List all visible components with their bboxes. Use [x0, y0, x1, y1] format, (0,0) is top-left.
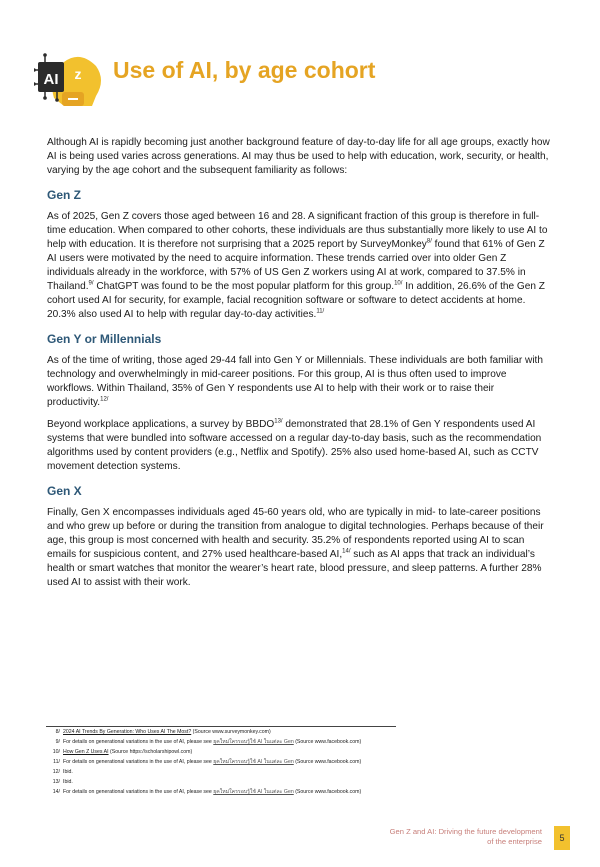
footnote-ref[interactable]: 14/	[342, 548, 351, 555]
footnote-8: 8/ 2024 AI Trends By Generation: Who Uses AI The Most? (Source www.surveymonkey.com)	[55, 729, 271, 735]
ai-z-logo-icon	[34, 52, 106, 114]
footnote-14: 14/ For details on generational variations in the use of AI, please see ยุคใหม่ใครรอบรู้ใช้ AI ในแต่ละ Gen (Source www.facebook.com)	[52, 789, 362, 795]
footnote-link[interactable]: ยุคใหม่ใครรอบรู้ใช้ AI ในแต่ละ Gen	[213, 789, 294, 795]
main-content	[47, 136, 553, 598]
footnote-10: 10/ How Gen Z Uses AI (Source https://scholarshipowl.com)	[52, 749, 193, 755]
footnote-link[interactable]: ยุคใหม่ใครรอบรู้ใช้ AI ในแต่ละ Gen	[213, 759, 294, 765]
footnote-13: 13/ Ibid.	[52, 779, 73, 785]
page-title: Use of AI, by age cohort	[113, 57, 376, 83]
footnote-ref[interactable]: 13/	[274, 418, 283, 425]
gen-y-paragraph-2: Beyond workplace applications, a survey by $BBDO^{13/}$ demonstrated that 28.1% of Gen Y respondents used AI systems that were bundled into software accessed on a regular day-to-day basis, such as the recommendation algorithms used by content providers (e.g., Netflix and Spotify). 25% also used home-based AI, such as CCTV movement detection systems.	[47, 418, 542, 472]
heading-gen-x: Gen X	[47, 484, 82, 498]
footnote-ref[interactable]: 11/	[316, 308, 325, 315]
footer-title: Gen Z and AI: Driving the future development of the enterprise	[389, 827, 542, 846]
heading-gen-y: Gen Y or Millennials	[47, 332, 162, 346]
gen-z-paragraph: As of 2025, Gen Z covers those aged between 16 and 28. A significant fraction of this group is therefore in full-time education. When compared to other cohorts, these individuals are thus substantially more likely to use AI to help with education. It is therefore not surprising that a 2025 report by SurveyMonkey$^{8/}$ found that 61% of Gen Z AI users were motivated by the need to acquire information. These trends carried over into older Gen Z individuals already in the workforce, with 57% of US Gen Z workers using AI at work, compared to 37.5% in Thailand.$^{9/}$ ChatGPT was found to be the most popular platform for this group.$^{10/}$ In addition, 26.6% of the Gen Z cohort used AI for security, for example, facial recognition software or software to detect accidents at home. 20.3% also used AI to help with regular day-to-day activities.$^{11/}$	[47, 211, 548, 320]
footnote-ref[interactable]: 10/	[394, 280, 403, 287]
footnote-ref[interactable]: 8/	[426, 238, 432, 245]
footnote-link[interactable]: How Gen Z Uses AI	[63, 749, 109, 755]
logo-text-ai: AI	[43, 71, 59, 88]
footnote-11: 11/ For details on generational variations in the use of AI, please see ยุคใหม่ใครรอบรู้ใช้ AI ในแต่ละ Gen (Source www.facebook.com)	[53, 759, 362, 765]
heading-gen-z: Gen Z	[47, 188, 82, 202]
footnote-ref[interactable]: 9/	[88, 280, 94, 287]
gen-x-paragraph: Finally, Gen X encompasses individuals aged 45-60 years old, who are typically in mid- to late-career positions and who grew up before or during the transition from analogue to digital technologies. Perhaps because of their age, this group is most concerned with health and security. 35.2% of respondents reported using AI to scan emails for suspicious content, and 27% used healthcare-based AI,$^{14/}$ such as AI apps that track an individual’s health or smart watches that monitor the wearer’s heart rate, blood pressure, and sleep patterns. A further 28% used AI to assist with their work.	[47, 507, 544, 588]
page-number: 5	[554, 826, 570, 850]
footnote-ref[interactable]: 12/	[100, 396, 109, 403]
footnote-12: 12/ Ibid.	[52, 769, 73, 775]
intro-paragraph: Although AI is rapidly becoming just another background feature of day-to-day life for all age groups, exactly how AI is being used varies across generations. AI may thus be used to help with education, work, security, or health, varying by the age cohort and the subsequent familiarity as follows:	[47, 137, 550, 176]
footnotes	[46, 726, 396, 797]
footnote-link[interactable]: ยุคใหม่ใครรอบรู้ใช้ AI ในแต่ละ Gen	[213, 739, 294, 745]
gen-y-paragraph-1: As of the time of writing, those aged 29-44 fall into Gen Y or Millennials. These individuals are both familiar with technology and overwhelmingly in mid-career positions. For this group, AI is thus often used to improve workflows. Within Thailand, 35% of Gen Y respondents use AI to help with their work or to raise their productivity.$^{12/}$	[47, 355, 543, 408]
footnote-link[interactable]: 2024 AI Trends By Generation: Who Uses AI The Most?	[63, 729, 192, 735]
footnote-9: 9/ For details on generational variations in the use of AI, please see ยุคใหม่ใครรอบรู้ใช้ AI ในแต่ละ Gen (Source www.facebook.com)	[55, 739, 362, 745]
logo-text-z: z	[74, 66, 82, 82]
